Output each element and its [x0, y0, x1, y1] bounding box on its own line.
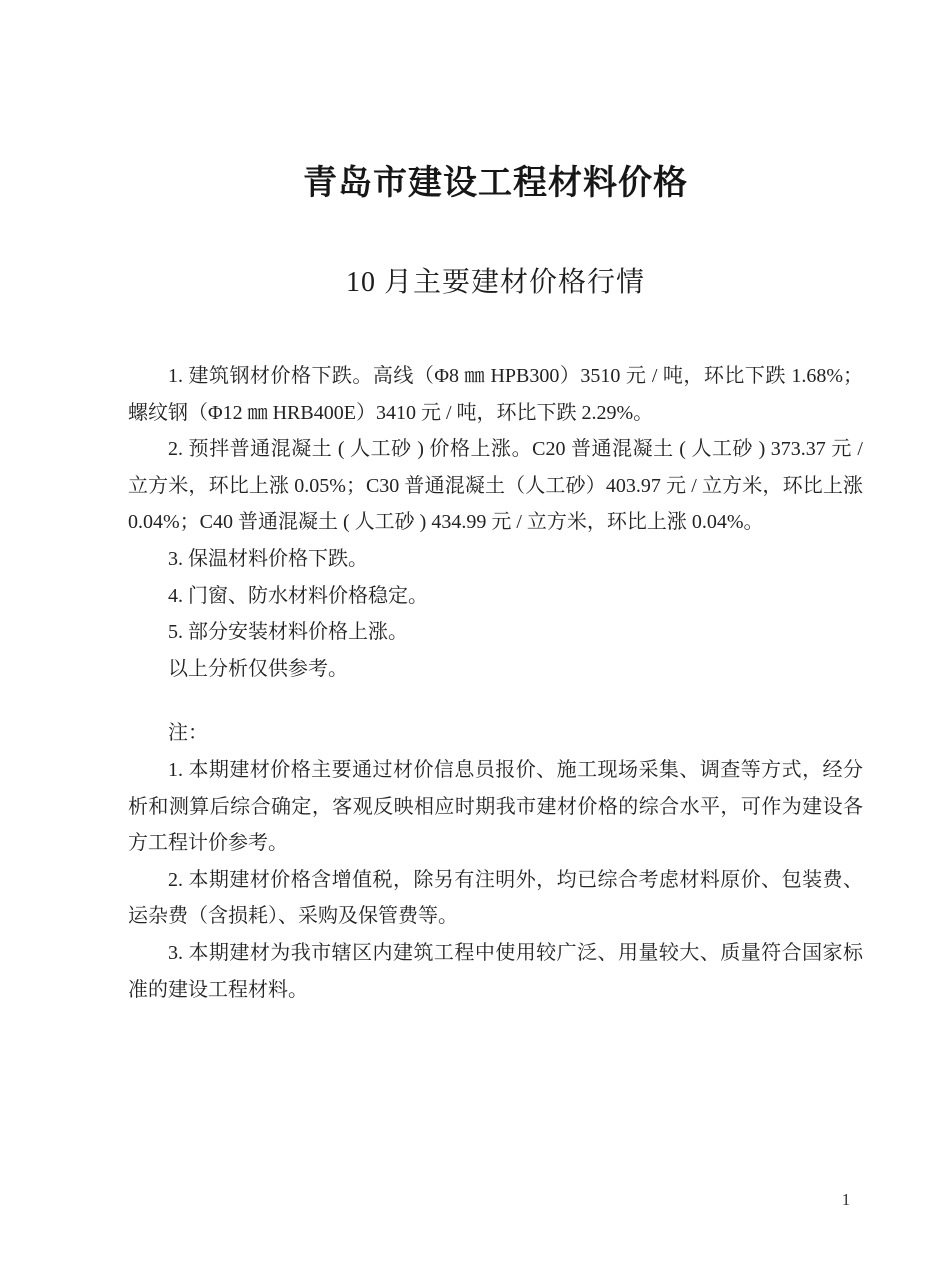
note-item-methodology: 1. 本期建材价格主要通过材价信息员报价、施工现场采集、调查等方式，经分析和测算后综合确定，客观反映相应时期我市建材价格的综合水平，可作为建设各方工程计价参考。 [128, 758, 863, 855]
summary-paragraph-insulation: 3. 保温材料价格下跌。 [168, 547, 368, 570]
document-body [128, 358, 863, 1008]
page-number: 1 [841, 1190, 851, 1209]
note-item-tax: 2. 本期建材价格含增值税，除另有注明外，均已综合考虑材料原价、包装费、运杂费（含损耗）、采购及保管费等。 [128, 868, 863, 928]
summary-paragraph-doors-waterproof: 4. 门窗、防水材料价格稳定。 [168, 584, 428, 607]
summary-paragraph-disclaimer: 以上分析仅供参考。 [168, 657, 348, 680]
document-title: 青岛市建设工程材料价格 [303, 164, 688, 202]
summary-paragraph-steel: 1. 建筑钢材价格下跌。高线（Φ8 ㎜ HPB300）3510 元 / 吨，环比下跌 1.68%；螺纹钢（Φ12 ㎜ HRB400E）3410 元 / 吨，环比下跌 2.29%。 [128, 365, 863, 424]
summary-paragraph-concrete: 2. 预拌普通混凝土 ( 人工砂 ) 价格上涨。C20 普通混凝土 ( 人工砂 ) 373.37 元 / 立方米，环比上涨 0.05%；C30 普通混凝土（人工砂）403.97 元 / 立方米，环比上涨 0.04%；C40 普通混凝土 ( 人工砂 ) 434.99 元 / 立方米，环比上涨 0.04%。 [128, 438, 863, 534]
notes-label: 注： [168, 722, 208, 745]
document-subtitle: 10 月主要建材价格行情 [345, 267, 645, 298]
note-item-scope: 3. 本期建材为我市辖区内建筑工程中使用较广泛、用量较大、质量符合国家标准的建设工程材料。 [128, 941, 863, 1001]
summary-paragraph-installation: 5. 部分安装材料价格上涨。 [168, 621, 408, 644]
